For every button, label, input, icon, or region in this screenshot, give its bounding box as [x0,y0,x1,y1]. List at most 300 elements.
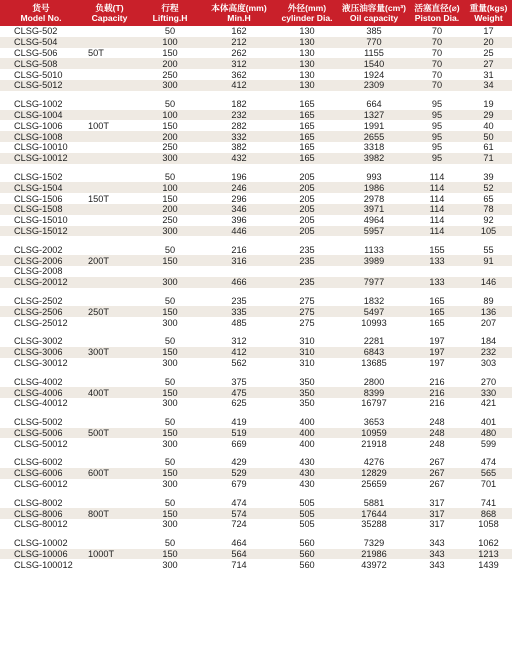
oil-cell: 25659 [361,479,387,490]
lifting-cell: 300 [137,153,203,164]
capacity-cell [82,296,137,307]
height-cell: 162 [231,26,247,37]
cylinder-cell: 205 [299,215,315,226]
cylinder-cell: 130 [275,37,339,48]
height-cell: 669 [231,438,247,449]
model-cell: CLSG-4002 [14,376,63,387]
lifting-cell: 200 [137,131,203,142]
piston-cell: 155 [429,244,445,255]
piston-cell: 267 [409,468,465,479]
model-cell: CLSG-1506 [14,193,63,204]
oil-cell: 10959 [339,428,409,439]
table-row [0,226,512,237]
model-cell: CLSG-2502 [14,295,63,306]
weight-cell: 232 [465,347,512,358]
table-row [0,306,512,317]
lifting-cell: 250 [162,215,178,226]
weight-cell: 89 [483,295,494,306]
cylinder-cell: 560 [299,538,315,549]
piston-cell: 70 [409,80,465,91]
lifting-cell: 50 [164,497,176,508]
height-cell: 216 [231,244,247,255]
lifting-cell: 150 [137,255,203,266]
weight-cell: 701 [480,479,497,490]
height-cell: 335 [203,306,275,317]
lifting-cell: 150 [137,508,203,519]
weight-cell: 29 [465,110,512,121]
piston-cell: 95 [431,142,443,153]
cylinder-cell: 430 [299,457,315,468]
table-row [0,182,512,193]
oil-cell: 3653 [363,417,385,428]
cylinder-cell: 205 [275,204,339,215]
table-row [0,153,512,164]
table-row [0,428,512,439]
model-cell: CLSG-2006 [0,255,82,266]
header-capacity: 负载(T) Capacity [82,0,137,26]
lifting-cell: 50 [164,538,176,549]
model-cell: CLSG-6006 [0,468,82,479]
capacity-cell: 100T [88,120,109,131]
capacity-cell [82,58,137,69]
group-spacer [0,368,512,376]
table-row [0,559,512,570]
lifting-cell: 50 [164,376,176,387]
lifting-cell: 150 [137,387,203,398]
weight-cell: 27 [465,58,512,69]
header-piston: 活塞直径(⌀) Piston Dia. [409,0,465,26]
table-row [0,358,512,369]
lifting-cell: 50 [164,417,176,428]
weight-cell: 1213 [465,549,512,560]
table-row [0,376,512,387]
piston-cell: 248 [409,428,465,439]
piston-cell: 317 [429,519,445,530]
height-cell: 332 [203,131,275,142]
lifting-cell: 300 [162,519,178,530]
piston-cell: 197 [429,357,445,368]
capacity-cell: 600T [82,468,137,479]
piston-cell: 95 [431,99,443,110]
weight-cell: 91 [465,255,512,266]
model-cell: CLSG-502 [14,26,58,37]
oil-cell: 385 [366,26,382,37]
height-cell: 432 [203,153,275,164]
height-cell: 412 [203,347,275,358]
weight-cell: 34 [465,80,512,91]
oil-cell: 1133 [364,244,384,255]
oil-cell [339,266,409,277]
piston-cell: 216 [429,376,445,387]
piston-cell: 165 [409,306,465,317]
piston-cell: 317 [409,508,465,519]
model-cell: CLSG-5002 [14,417,63,428]
height-cell: 396 [231,215,247,226]
table-row [0,204,512,215]
height-cell: 375 [231,376,247,387]
oil-cell: 2800 [363,376,385,387]
capacity-cell [82,497,137,508]
lifting-cell: 100 [137,37,203,48]
height-cell: 412 [203,80,275,91]
height-cell: 466 [203,277,275,288]
height-cell: 574 [203,508,275,519]
capacity-cell: 50T [88,47,104,58]
model-cell: CLSG-10002 [14,538,68,549]
piston-cell: 114 [429,171,445,182]
cylinder-cell: 350 [299,398,315,409]
oil-cell: 17644 [339,508,409,519]
weight-cell: 1062 [478,538,499,549]
lifting-cell: 150 [137,549,203,560]
header-height: 本体高度(mm) Min.H [203,0,275,26]
oil-cell: 3318 [363,142,385,153]
capacity-cell [82,110,137,121]
lifting-cell: 50 [164,457,176,468]
weight-cell: 303 [480,357,497,368]
weight-cell: 55 [483,244,494,255]
model-cell: CLSG-6002 [14,457,63,468]
piston-cell: 197 [409,347,465,358]
height-cell: 212 [203,37,275,48]
cylinder-cell: 165 [299,120,315,131]
height-cell: 475 [203,387,275,398]
piston-cell: 114 [429,193,445,204]
oil-cell: 21986 [339,549,409,560]
height-cell: 246 [203,182,275,193]
model-cell: CLSG-508 [0,58,82,69]
capacity-cell [82,80,137,91]
piston-cell: 95 [431,120,443,131]
capacity-cell [82,479,137,490]
table-row [0,110,512,121]
capacity-cell [82,277,137,288]
weight-cell: 78 [465,204,512,215]
lifting-cell: 50 [164,99,176,110]
model-cell: CLSG-1002 [14,99,63,110]
lifting-cell: 300 [162,438,178,449]
oil-cell: 7977 [339,277,409,288]
header-weight: 重量(kgs) Weight [465,0,512,26]
table-row [0,317,512,328]
oil-cell: 1832 [363,295,385,306]
model-cell: CLSG-2002 [14,244,63,255]
lifting-cell: 150 [137,306,203,317]
piston-cell: 133 [409,277,465,288]
cylinder-cell: 205 [275,226,339,237]
model-cell: CLSG-15010 [14,215,68,226]
weight-cell: 599 [480,438,497,449]
piston-cell: 317 [429,497,445,508]
table-row [0,347,512,358]
capacity-cell [82,559,137,570]
table-row [0,497,512,508]
table-row [0,508,512,519]
table-row [0,99,512,110]
cylinder-cell: 165 [299,99,315,110]
cylinder-cell: 130 [299,26,315,37]
table-row [0,37,512,48]
weight-cell: 207 [480,317,497,328]
weight-cell: 61 [483,142,494,153]
cylinder-cell: 165 [275,110,339,121]
capacity-cell [82,172,137,183]
header-oil: 液压油容量(cm³) Oil capacity [339,0,409,26]
header-lifting: 行程 Lifting.H [137,0,203,26]
height-cell: 714 [231,559,247,570]
cylinder-cell: 165 [275,153,339,164]
oil-cell: 5881 [363,497,385,508]
oil-cell: 1924 [363,69,385,80]
capacity-cell [82,204,137,215]
model-cell: CLSG-10012 [0,153,82,164]
height-cell: 529 [203,468,275,479]
header-model: 货号 Model No. [0,0,82,26]
model-cell: CLSG-8006 [0,508,82,519]
piston-cell: 343 [409,549,465,560]
cylinder-cell: 130 [299,69,315,80]
table-row [0,457,512,468]
group-spacer [0,288,512,296]
cylinder-cell: 130 [299,47,315,58]
capacity-cell [82,358,137,369]
capacity-cell [82,519,137,530]
lifting-cell: 300 [162,398,178,409]
group-spacer [0,530,512,538]
weight-cell: 40 [483,120,494,131]
table-row [0,193,512,204]
weight-cell: 65 [483,193,494,204]
lifting-cell: 300 [162,317,178,328]
lifting-cell: 50 [164,26,176,37]
lifting-cell: 50 [164,295,176,306]
cylinder-cell: 400 [299,438,315,449]
height-cell: 362 [231,69,247,80]
model-cell: CLSG-5012 [0,80,82,91]
piston-cell: 70 [431,47,443,58]
capacity-cell: 300T [82,347,137,358]
table-row [0,142,512,153]
capacity-cell: 800T [82,508,137,519]
weight-cell: 741 [480,497,497,508]
table-row [0,549,512,560]
piston-cell: 248 [429,438,445,449]
model-cell: CLSG-2008 [14,266,63,277]
table-row [0,387,512,398]
cylinder-cell: 205 [275,182,339,193]
oil-cell: 2281 [363,336,385,347]
table-row [0,438,512,449]
model-cell: CLSG-4006 [0,387,82,398]
lifting-cell: 150 [162,120,178,131]
table-row [0,58,512,69]
spacer-cell [0,409,512,417]
lifting-cell: 200 [137,204,203,215]
cylinder-cell: 310 [299,336,315,347]
piston-cell: 165 [429,317,445,328]
model-cell: CLSG-1006 [14,120,63,131]
height-cell: 235 [231,295,247,306]
header-cylinder: 外径(mm) cylinder Dia. [275,0,339,26]
oil-cell: 664 [366,99,382,110]
capacity-cell [82,538,137,549]
lifting-cell: 250 [162,142,178,153]
group-spacer [0,489,512,497]
oil-cell: 993 [366,171,382,182]
oil-cell: 4276 [363,457,385,468]
piston-cell: 267 [429,457,445,468]
height-cell: 419 [231,417,247,428]
spacer-cell [0,449,512,457]
cylinder-cell: 505 [299,497,315,508]
model-cell: CLSG-506 [14,47,58,58]
height-cell: 196 [231,171,247,182]
weight-cell: 421 [480,398,497,409]
height-cell: 429 [231,457,247,468]
table-row [0,80,512,91]
table-row [0,215,512,226]
lifting-cell: 300 [137,226,203,237]
cylinder-cell: 430 [275,468,339,479]
height-cell: 464 [231,538,247,549]
oil-cell: 1991 [363,120,385,131]
weight-cell: 565 [465,468,512,479]
capacity-cell [82,457,137,468]
piston-cell: 114 [409,226,465,237]
cylinder-cell: 235 [275,255,339,266]
oil-cell: 1540 [339,58,409,69]
lifting-cell: 50 [164,336,176,347]
height-cell: 679 [231,479,247,490]
height-cell: 446 [203,226,275,237]
weight-cell: 19 [483,99,494,110]
height-cell: 485 [231,317,247,328]
model-cell: CLSG-1004 [0,110,82,121]
capacity-cell [82,131,137,142]
lifting-cell: 300 [162,559,178,570]
height-cell: 296 [231,193,247,204]
piston-cell: 114 [429,215,445,226]
height-cell: 625 [231,398,247,409]
piston-cell: 216 [429,398,445,409]
table-row [0,131,512,142]
cylinder-cell [275,266,339,277]
group-spacer [0,236,512,244]
cylinder-cell: 505 [275,508,339,519]
lifting-cell: 300 [162,357,178,368]
lifting-cell: 50 [164,171,176,182]
cylinder-cell: 165 [299,142,315,153]
lifting-cell [137,266,203,277]
weight-cell: 105 [465,226,512,237]
height-cell [203,266,275,277]
cylinder-cell: 205 [299,193,315,204]
height-cell: 724 [231,519,247,530]
piston-cell: 70 [431,26,443,37]
group-spacer [0,91,512,99]
weight-cell [465,266,512,277]
spacer-cell [0,530,512,538]
table-row [0,538,512,549]
oil-cell: 3971 [339,204,409,215]
piston-cell: 216 [409,387,465,398]
capacity-cell: 1000T [82,549,137,560]
group-spacer [0,164,512,172]
piston-cell: 248 [429,417,445,428]
lifting-cell: 250 [162,69,178,80]
capacity-cell [82,26,137,37]
group-spacer [0,449,512,457]
lifting-cell: 150 [162,47,178,58]
weight-cell: 868 [465,508,512,519]
lifting-cell: 150 [137,428,203,439]
capacity-cell [82,376,137,387]
weight-cell: 39 [483,171,494,182]
oil-cell: 3982 [339,153,409,164]
cylinder-cell: 205 [299,171,315,182]
oil-cell: 35288 [361,519,387,530]
model-cell: CLSG-1508 [0,204,82,215]
lifting-cell: 100 [137,110,203,121]
oil-cell: 5957 [339,226,409,237]
capacity-cell [82,69,137,80]
capacity-cell [82,336,137,347]
spacer-cell [0,328,512,336]
oil-cell: 8399 [339,387,409,398]
model-cell: CLSG-5006 [0,428,82,439]
capacity-cell [82,37,137,48]
lifting-cell: 150 [162,193,178,204]
piston-cell: 95 [409,153,465,164]
cylinder-cell: 430 [299,479,315,490]
lifting-cell: 150 [137,347,203,358]
weight-cell: 52 [465,182,512,193]
oil-cell: 770 [339,37,409,48]
cylinder-cell: 275 [299,317,315,328]
oil-cell: 1327 [339,110,409,121]
lifting-cell: 300 [162,479,178,490]
oil-cell: 7329 [363,538,385,549]
capacity-cell: 400T [82,387,137,398]
piston-cell: 70 [431,69,443,80]
model-cell: CLSG-3002 [14,336,63,347]
piston-cell: 343 [429,538,445,549]
weight-cell: 71 [465,153,512,164]
model-cell: CLSG-25012 [14,317,68,328]
spacer-cell [0,489,512,497]
cylinder-cell: 235 [299,244,315,255]
weight-cell: 184 [480,336,497,347]
weight-cell: 480 [465,428,512,439]
model-cell: CLSG-3006 [0,347,82,358]
cylinder-cell: 400 [299,417,315,428]
table-row [0,69,512,80]
height-cell: 519 [203,428,275,439]
table-row [0,479,512,490]
height-cell: 346 [203,204,275,215]
weight-cell: 25 [483,47,494,58]
piston-cell: 114 [409,204,465,215]
table-row [0,26,512,37]
oil-cell: 43972 [361,559,387,570]
table-row [0,244,512,255]
oil-cell: 10993 [361,317,387,328]
capacity-cell [82,244,137,255]
piston-cell: 343 [429,559,445,570]
weight-cell: 330 [465,387,512,398]
cylinder-cell: 235 [275,277,339,288]
piston-cell: 165 [429,295,445,306]
